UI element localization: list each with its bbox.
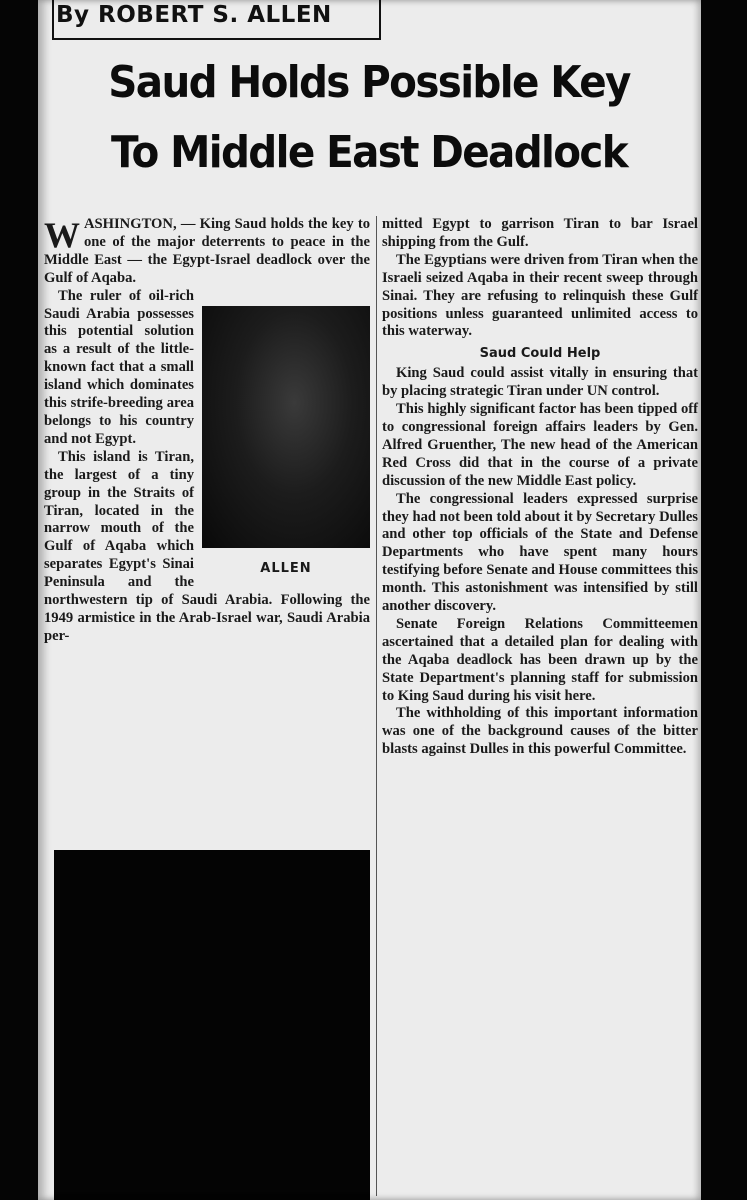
paragraph: mitted Egypt to garrison Tiran to bar Israel shipping from the Gulf.	[382, 216, 698, 250]
drop-cap: W	[44, 215, 80, 255]
paragraph: This island is Tiran, the largest of a tiny group in the Straits of Tiran, located in the narrow mouth of the Gulf of Aqaba which separates Egypt's Sinai Peninsula and the northwestern tip of Saudi Arabia. Following the 1949 armistice in the Arab-Israel war, Saudi Arabia per-	[44, 448, 370, 644]
right-column	[382, 216, 698, 759]
scan-notch	[711, 0, 727, 20]
scan-border-left	[0, 0, 38, 1200]
paragraph	[44, 216, 370, 288]
column-rule	[376, 216, 377, 1196]
byline: By ROBERT S. ALLEN	[56, 2, 332, 28]
paragraph: The withholding of this important information was one of the background causes of the bitter blasts against Dulles in this powerful Committee.	[382, 705, 698, 758]
author-photo	[202, 306, 370, 548]
paragraph: This highly significant factor has been tipped off to congressional foreign affairs leaders by Gen. Alfred Gruenther, The new head of the American Red Cross did that in the course of a private discussion of the new Middle East policy.	[382, 401, 698, 489]
headline-line-2: To Middle East Deadlock	[110, 127, 628, 178]
paragraph: Senate Foreign Relations Committeemen ascertained that a detailed plan for dealing with the Aqaba deadlock has been drawn up by the State Department's planning staff for submission to King Saud during his visit here.	[382, 615, 698, 704]
headline-line-1: Saud Holds Possible Key	[108, 57, 630, 108]
subheading: Saud Could Help	[479, 346, 601, 362]
paragraph: The ruler of oil-rich Saudi Arabia possesses this potential solution as a result of the little-known fact that a small island which dominates this strife-breeding area belongs to his country and not Egypt.	[44, 287, 194, 447]
paragraph: The Egyptians were driven from Tiran when the Israeli seized Aqaba in their recent sweep through Sinai. They are refusing to relinquish these Gulf positions unless guaranteed unlimited access to this waterway.	[382, 251, 698, 340]
author-photo-block	[202, 306, 370, 584]
paragraph: The congressional leaders expressed surprise they had not been told about it by Secretary Dulles and other top officials of the State and Defense Departments who have spent many hours testifying before Senate and House committees this month. This astonishment was intensified by still another discovery.	[382, 490, 698, 615]
headline	[70, 48, 668, 188]
newspaper-clipping	[38, 0, 701, 1200]
scan-border-right	[701, 0, 747, 1200]
paragraph: King Saud could assist vitally in ensuring that by placing strategic Tiran under UN control.	[382, 365, 698, 400]
left-column	[44, 216, 370, 646]
paragraph-text: ASHINGTON, — King Saud holds the key to one of the major deterrents to peace in the Middle East — the Egypt-Israel deadlock over the Gulf of Aqaba.	[44, 216, 370, 286]
photo-caption: ALLEN	[260, 560, 312, 576]
blacked-out-area	[54, 850, 370, 1200]
